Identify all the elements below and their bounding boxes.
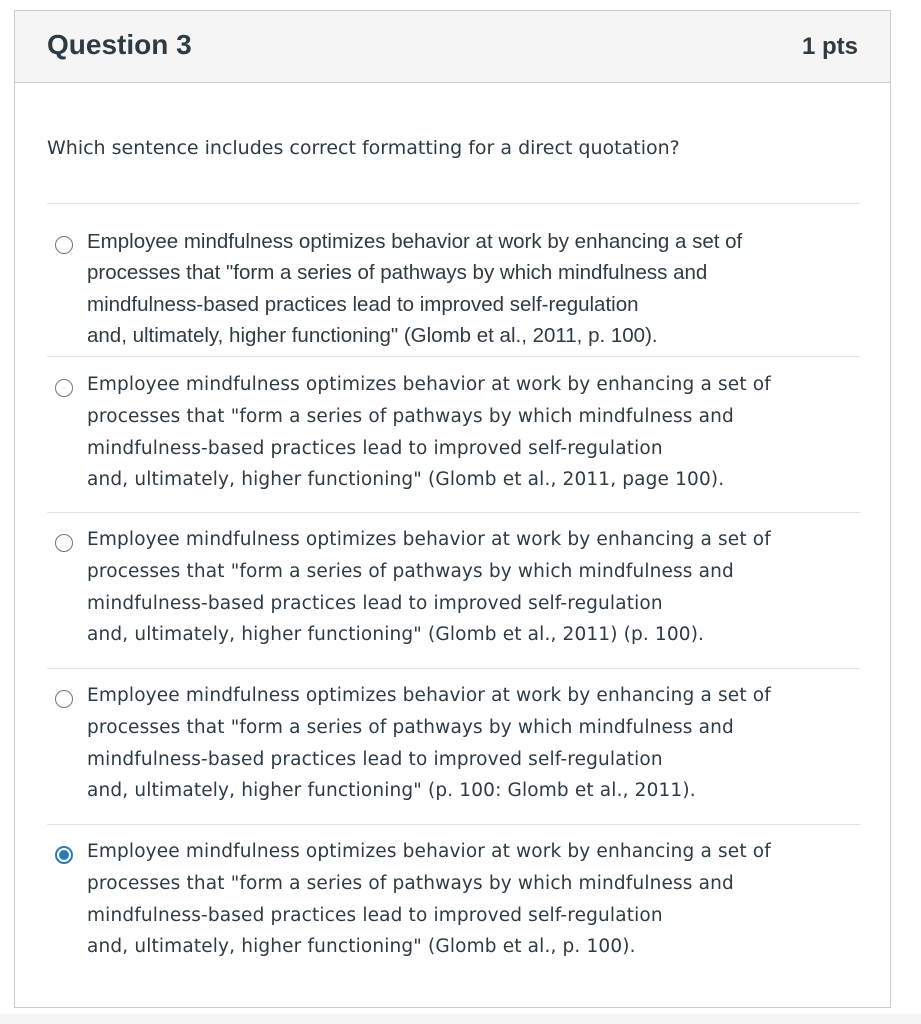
- answer-option-3[interactable]: [47, 512, 860, 668]
- answer-3-line-4: and, ultimately, higher functioning" (Glomb et al., 2011) (p. 100).: [87, 624, 705, 646]
- answer-option-5[interactable]: [47, 824, 860, 974]
- answer-2-line-4: and, ultimately, higher functioning" (Glomb et al., 2011, page 100).: [87, 469, 725, 491]
- answer-4-line-3: mindfulness-based practices lead to improved self-regulation: [87, 748, 663, 770]
- answer-3-line-2: processes that "form a series of pathways by which mindfulness and: [87, 560, 734, 582]
- radio-button-4[interactable]: [55, 690, 73, 708]
- question-text: Which sentence includes correct formatting for a direct quotation?: [47, 137, 680, 159]
- answer-label-4[interactable]: [87, 680, 847, 807]
- answer-1-line-1: Employee mindfulness optimizes behavior at work by enhancing a set of: [87, 230, 743, 253]
- answer-list: [47, 203, 860, 974]
- radio-button-3[interactable]: [55, 534, 73, 552]
- answer-label-1[interactable]: [87, 226, 847, 351]
- answer-2-line-1: Employee mindfulness optimizes behavior at work by enhancing a set of: [87, 374, 771, 395]
- answer-option-2[interactable]: [47, 356, 860, 512]
- answer-label-5[interactable]: [87, 836, 847, 963]
- answer-5-line-1: Employee mindfulness optimizes behavior at work by enhancing a set of: [87, 841, 771, 862]
- answer-label-2[interactable]: [87, 369, 847, 496]
- radio-button-5-selected[interactable]: [55, 846, 73, 864]
- answer-label-3[interactable]: [87, 524, 847, 651]
- answer-option-4[interactable]: [47, 668, 860, 824]
- radio-button-2[interactable]: [55, 379, 73, 397]
- answer-1-line-3: mindfulness-based practices lead to improved self-regulation: [87, 292, 639, 316]
- answer-5-line-4: and, ultimately, higher functioning" (Glomb et al., p. 100).: [87, 936, 636, 958]
- answer-3-line-1: Employee mindfulness optimizes behavior at work by enhancing a set of: [87, 529, 771, 550]
- answer-1-line-4: and, ultimately, higher functioning" (Glomb et al., 2011, p. 100).: [87, 323, 658, 347]
- answer-5-line-3: mindfulness-based practices lead to improved self-regulation: [87, 904, 663, 926]
- question-points: 1 pts: [801, 33, 858, 60]
- answer-3-line-3: mindfulness-based practices lead to improved self-regulation: [87, 592, 663, 614]
- answer-1-line-2: processes that "form a series of pathways by which mindfulness and: [87, 261, 708, 285]
- answer-4-line-1: Employee mindfulness optimizes behavior at work by enhancing a set of: [87, 685, 771, 706]
- page-background-strip: [0, 1014, 921, 1024]
- answer-4-line-2: processes that "form a series of pathways by which mindfulness and: [87, 716, 734, 738]
- question-card: [14, 10, 891, 1008]
- answer-option-1[interactable]: [47, 203, 860, 356]
- answer-2-line-3: mindfulness-based practices lead to improved self-regulation: [87, 437, 663, 459]
- question-title: Question 3: [47, 29, 192, 60]
- answer-5-line-2: processes that "form a series of pathways by which mindfulness and: [87, 872, 734, 894]
- question-header: [15, 11, 890, 83]
- answer-4-line-4: and, ultimately, higher functioning" (p. 100: Glomb et al., 2011).: [87, 780, 696, 802]
- answer-2-line-2: processes that "form a series of pathways by which mindfulness and: [87, 405, 734, 427]
- radio-button-1[interactable]: [55, 236, 73, 254]
